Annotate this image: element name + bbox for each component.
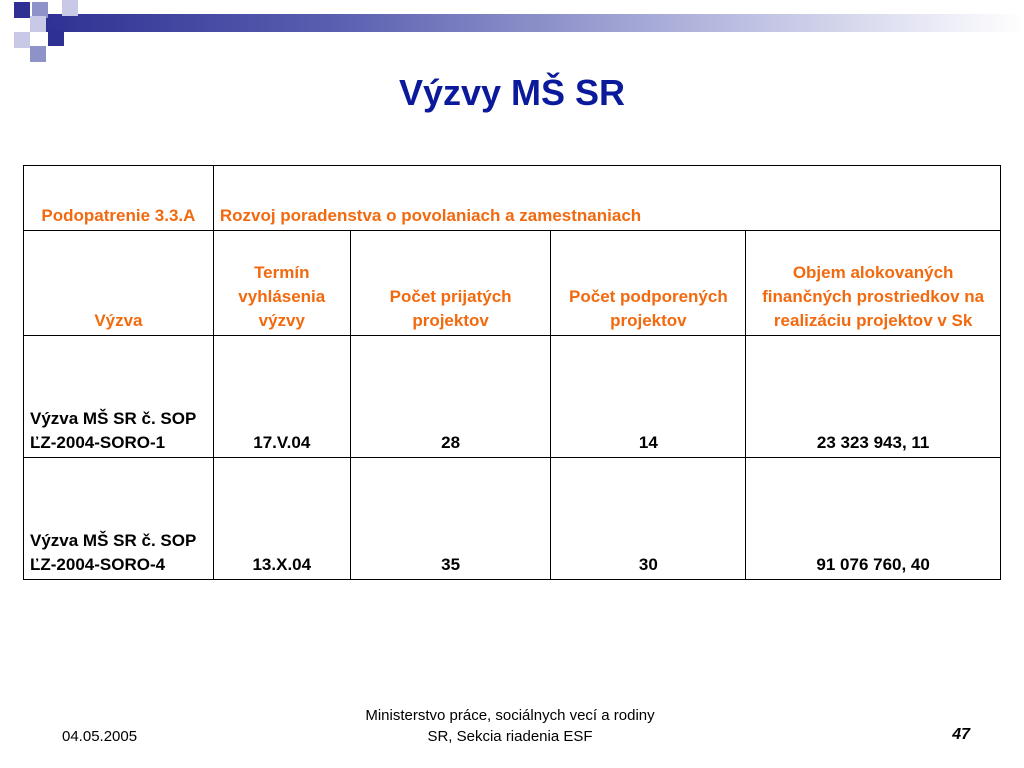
column-header: Výzva (24, 231, 214, 336)
table-row (24, 458, 1001, 580)
decor-square (14, 2, 30, 18)
table-cell-termin: 13.X.04 (213, 458, 350, 580)
table-title-row (24, 166, 1001, 231)
decor-square (30, 16, 46, 32)
decor-square (62, 0, 78, 16)
table-cell-prijatych: 35 (350, 458, 551, 580)
decor-square (30, 46, 46, 62)
decor-square (48, 30, 64, 46)
table-cell-podporenych: 30 (551, 458, 746, 580)
column-header-row (24, 231, 1001, 336)
column-header: Termín vyhlásenia výzvy (213, 231, 350, 336)
footer-date: 04.05.2005 (62, 728, 138, 745)
table-cell-objem: 91 076 760, 40 (746, 458, 1001, 580)
column-header: Počet prijatých projektov (350, 231, 551, 336)
table-cell-objem: 23 323 943, 11 (746, 336, 1001, 458)
table-cell-vyzva: Výzva MŠ SR č. SOP ĽZ-2004-SORO-1 (24, 336, 214, 458)
header-gradient-bar (40, 14, 1024, 32)
column-header: Objem alokovaných finančných prostriedkov na realizáciu projektov v Sk (746, 231, 1001, 336)
footer-organization: Ministerstvo práce, sociálnych vecí a rodiny SR, Sekcia riadenia ESF (365, 707, 655, 745)
table-cell-podporenych: 14 (551, 336, 746, 458)
column-header: Počet podporených projektov (551, 231, 746, 336)
decor-square (14, 32, 30, 48)
data-table (23, 165, 1001, 580)
podopatrenie-cell: Podopatrenie 3.3.A (24, 166, 214, 231)
podopatrenie-name-cell: Rozvoj poradenstva o povolaniach a zamestnaniach (213, 166, 1000, 231)
page-number: 47 (952, 726, 970, 743)
table-cell-prijatych: 28 (350, 336, 551, 458)
table-cell-termin: 17.V.04 (213, 336, 350, 458)
table-cell-vyzva: Výzva MŠ SR č. SOP ĽZ-2004-SORO-4 (24, 458, 214, 580)
table-row (24, 336, 1001, 458)
slide-title: Výzvy MŠ SR (398, 72, 626, 113)
